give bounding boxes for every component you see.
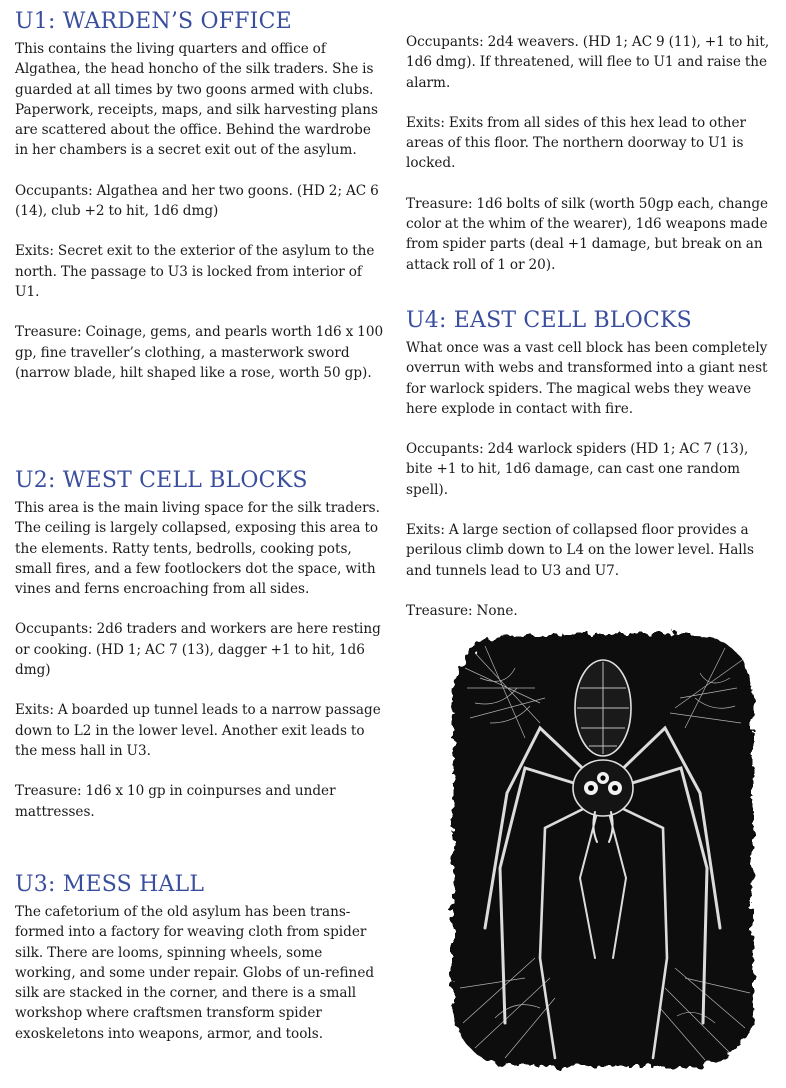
section-u4 xyxy=(406,307,774,621)
section-exits: Exits: Exits from all sides of this hex lead to other areas of this floor. The northern doorway to U1 is locked. xyxy=(406,114,747,172)
section-occupants: Occupants: 2d4 warlock spiders (HD 1; AC 7 (13), bite +1 to hit, 1d6 damage, can cast one random spell). xyxy=(406,441,749,498)
section-treasure: Treasure: 1d6 bolts of silk (worth 50gp each, change color at the whim of the wearer), 1d6 weapons made from spider parts (deal +1 damage, but break on an attack roll of 1 or 20). xyxy=(406,195,769,273)
section-treasure: Treasure: 1d6 x 10 gp in coinpurses and under mattresses. xyxy=(15,783,336,820)
spider-head xyxy=(573,760,633,816)
section-u1 xyxy=(15,8,385,383)
section-occupants: Occupants: Algathea and her two goons. (HD 2; AC 6 (14), club +2 to hit, 1d6 dmg) xyxy=(15,182,379,220)
spider-illustration xyxy=(445,628,761,1073)
section-exits: Exits: A boarded up tunnel leads to a narrow passage down to L2 in the lower level. Another exit leads to the mess hall in U3. xyxy=(15,702,381,759)
section-treasure: Treasure: None. xyxy=(406,602,518,619)
section-occupants: Occupants: 2d4 weavers. (HD 1; AC 9 (11), +1 to hit, 1d6 dmg). If threatened, will flee to U1 and raise the alarm. xyxy=(406,34,770,91)
section-u3 xyxy=(15,871,385,1044)
section-exits: Exits: Secret exit to the exterior of the asylum to the north. The passage to U3 is locked from interior of U1. xyxy=(15,243,375,300)
section-treasure: Treasure: Coinage, gems, and pearls worth 1d6 x 100 gp, fine traveller’s clothing, a masterwork sword (narrow blade, hilt shaped like a rose, worth 50 gp). xyxy=(15,324,384,381)
section-description: This contains the living quarters and office of Algathea, the head honcho of the silk traders. She is guarded at all times by two goons armed with clubs. Paperwork, receipts, maps, and silk harvesting plans are scattered about the office. Behind the wardrobe in her chambers is a secret exit out of the asylum. xyxy=(15,41,378,159)
section-title: U1: WARDEN’S OFFICE xyxy=(15,9,292,34)
section-u3-continued xyxy=(406,32,774,275)
section-description: What once was a vast cell block has been completely overrun with webs and transformed into a giant nest for warlock spiders. The magical webs they weave here explode in contact with fire. xyxy=(406,340,768,417)
section-u2 xyxy=(15,467,385,822)
section-exits: Exits: A large section of collapsed floor provides a perilous climb down to L4 on the lower level. Halls and tunnels lead to U3 and U7. xyxy=(406,522,754,579)
section-description: This area is the main living space for the silk traders. The ceiling is largely collapsed, exposing this area to the elements. Ratty tents, bedrolls, cooking pots, small fires, and a few footlockers dot the space, with vines and ferns encroaching from all sides. xyxy=(15,500,380,598)
section-title: U3: MESS HALL xyxy=(15,872,205,897)
section-description: The cafetorium of the old asylum has been trans-formed into a factory for weaving cloth from spider silk. There are looms, spinning wheels, some working, and some under repair. Globs of un-refined silk are stacked in the corner, and there is a small workshop where craftsmen transform spider exoskeletons into weapons, armor, and tools. xyxy=(15,904,375,1042)
section-title: U4: EAST CELL BLOCKS xyxy=(406,308,692,333)
spider-abdomen xyxy=(575,660,631,756)
section-title: U2: WEST CELL BLOCKS xyxy=(15,468,308,493)
section-occupants: Occupants: 2d6 traders and workers are here resting or cooking. (HD 1; AC 7 (13), dagger +1 to hit, 1d6 dmg) xyxy=(15,621,381,679)
